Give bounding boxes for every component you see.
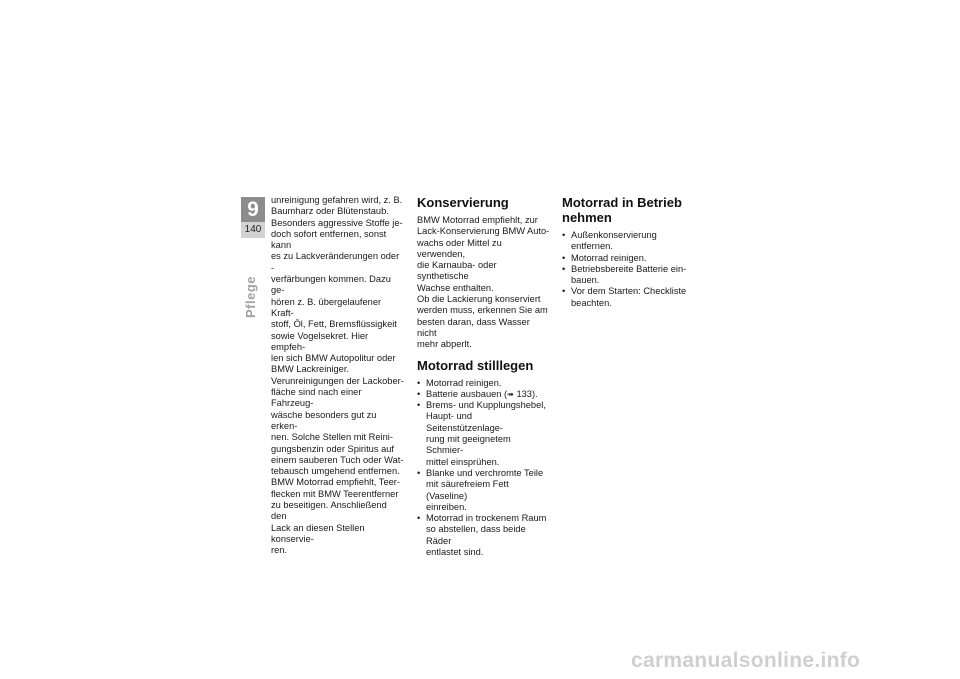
bullet-icon: •: [562, 230, 566, 240]
page-reference-arrow-icon: ➠: [507, 389, 514, 399]
list-item: [417, 378, 550, 389]
heading-stilllegen: Motorrad stilllegen: [417, 357, 534, 373]
list-item-text: Blanke und verchromte Teile mit säurefreiem Fett (Vaseline) einreiben.: [426, 467, 544, 512]
bullet-icon: •: [562, 263, 566, 274]
bullet-icon: •: [417, 513, 421, 524]
bullet-icon: •: [562, 252, 566, 263]
konservierung-text: BMW Motorrad empfiehlt, zur Lack-Konservierung BMW Auto- wachs oder Mittel zu verwenden, die Karnauba- oder synthetische Wachse enthalten. Ob die Lackierung konserviert werden muss, erkennen Sie am besten daran, dass Wasser nicht mehr abperlt.: [417, 215, 550, 350]
heading-betrieb-nehmen: Motorrad in Betrieb nehmen: [562, 195, 682, 225]
list-item-text: Vor dem Starten: Checkliste beachten.: [571, 286, 687, 308]
page-number: 140: [241, 222, 265, 238]
list-item: [417, 389, 550, 400]
list-item: [562, 230, 695, 253]
list-item: [562, 253, 695, 264]
list-item-text: Motorrad in trockenem Raum so abstellen, dass beide Räder entlastet sind.: [426, 513, 547, 558]
page-reference[interactable]: 133).: [513, 388, 538, 399]
list-item-text: Brems- und Kupplungshebel, Haupt- und Seitenstützenlage- rung mit geeignetem Schmier- mittel einsprühen.: [426, 400, 546, 467]
bullet-icon: •: [562, 286, 566, 297]
list-item: [562, 264, 695, 287]
bullet-icon: •: [417, 400, 421, 411]
chapter-number: 9: [241, 197, 265, 222]
column-3: [562, 195, 695, 309]
section-label: Pflege: [243, 275, 258, 318]
heading-konservierung: Konservierung: [417, 195, 509, 210]
list-item: [417, 513, 550, 558]
list-item: [562, 286, 695, 309]
list-item: [417, 468, 550, 513]
bullet-icon: •: [417, 467, 421, 478]
stilllegen-list: [417, 378, 550, 559]
body-text: unreinigung gefahren wird, z. B. Baumharz oder Blütenstaub. Besonders aggressive Stoffe je- doch sofort entfernen, sonst kann es zu Lackveränderungen oder - verfärbungen kommen. Dazu ge- hören z. B. übergelaufener Kraft- stoff, Öl, Fett, Bremsflüssigkeit sowie Vogelsekret. Hier empfeh- len sich BMW Autopolitur oder BMW Lackreiniger. Verunreinigungen der Lackober- fläche sind nach einer Fahrzeug- wäsche besonders gut zu erken- nen. Solche Stellen mit Reini- gungsbenzin oder Spiritus auf einem sauberen Tuch oder Wat- tebausch umgehend entfernen. BMW Motorrad empfiehlt, Teer- flecken mit BMW Teerentferner zu beseitigen. Anschließend den Lack an diesen Stellen konservie- ren.: [271, 195, 404, 556]
list-item-text: Batterie ausbauen (: [426, 388, 508, 399]
column-2: [417, 195, 550, 558]
bullet-icon: •: [417, 377, 421, 388]
betrieb-list: [562, 230, 695, 309]
list-item-text: Betriebsbereite Batterie ein- bauen.: [571, 263, 687, 286]
column-1: [271, 195, 404, 557]
bullet-icon: •: [417, 388, 421, 399]
watermark: carmanualsonline.info: [631, 649, 861, 672]
list-item-text: Motorrad reinigen.: [426, 377, 502, 388]
list-item: [417, 400, 550, 468]
list-item-text: Motorrad reinigen.: [571, 252, 647, 263]
chapter-tab: [241, 197, 265, 238]
list-item-text: Außenkonservierung entfernen.: [571, 230, 657, 252]
